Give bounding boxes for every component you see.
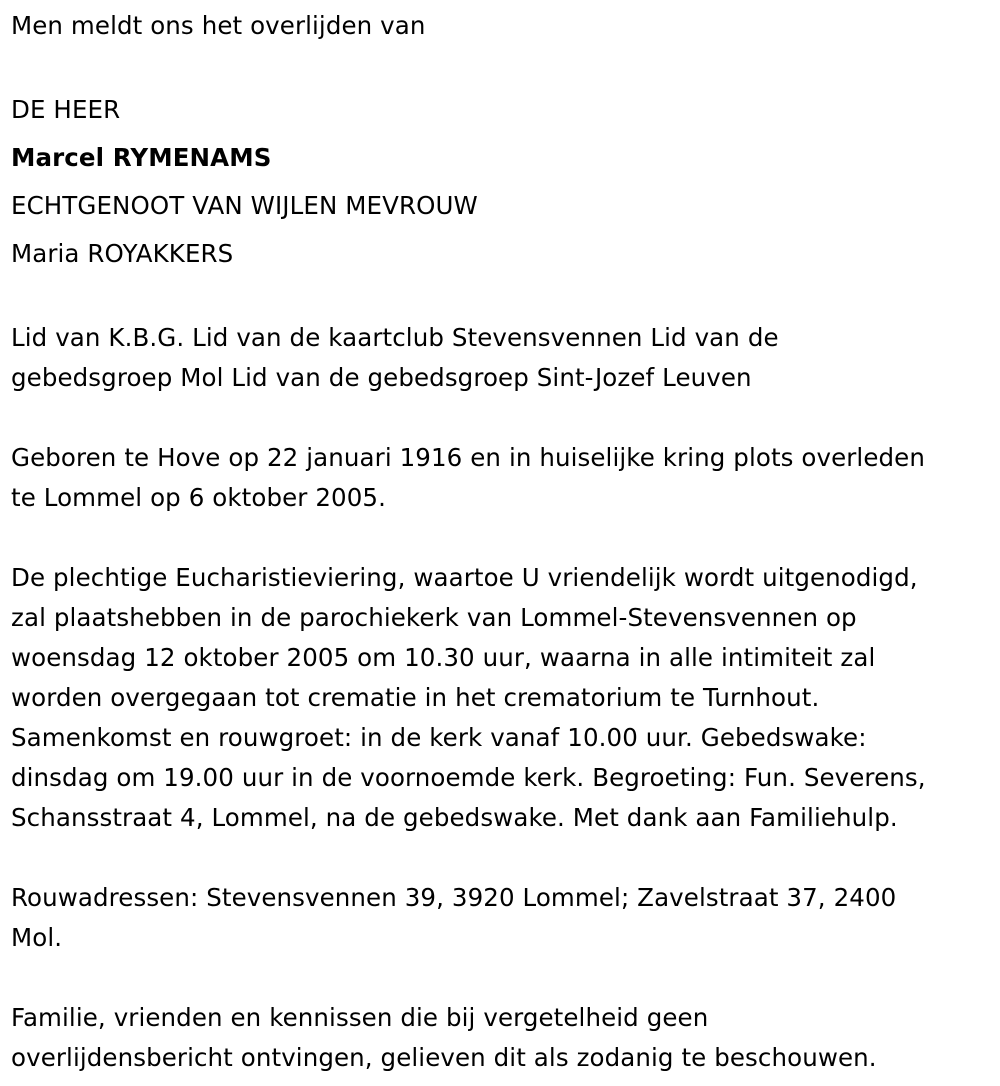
spacer (11, 958, 996, 998)
deceased-header (11, 86, 996, 278)
spacer (11, 278, 996, 318)
paragraph-line: Mol. (11, 923, 63, 952)
paragraph-line: te Lommel op 6 oktober 2005. (11, 483, 386, 512)
paragraph-line: gebedsgroep Mol Lid van de gebedsgroep Sint-Jozef Leuven (11, 363, 752, 392)
relation-line: ECHTGENOOT VAN WIJLEN MEVROUW (11, 191, 478, 220)
paragraph-line: Geboren te Hove op 22 januari 1916 en in huiselijke kring plots overleden (11, 443, 925, 472)
closing-paragraph (11, 998, 996, 1078)
paragraph-line: woensdag 12 oktober 2005 om 10.30 uur, waarna in alle intimiteit zal (11, 643, 876, 672)
spacer (11, 46, 996, 86)
spacer (11, 518, 996, 558)
paragraph-line: dinsdag om 19.00 uur in de voornoemde kerk. Begroeting: Fun. Severens, (11, 763, 926, 792)
deceased-name: Marcel RYMENAMS (11, 143, 272, 172)
paragraph-line: Familie, vrienden en kennissen die bij vergetelheid geen (11, 1003, 709, 1032)
paragraph-line: Lid van K.B.G. Lid van de kaartclub Stevensvennen Lid van de (11, 323, 779, 352)
paragraph-line: overlijdensbericht ontvingen, gelieven dit als zodanig te beschouwen. (11, 1043, 877, 1072)
obituary-document (11, 6, 996, 1078)
addresses-paragraph (11, 878, 996, 958)
paragraph-line: zal plaatshebben in de parochiekerk van Lommel-Stevensvennen op (11, 603, 857, 632)
intro-line: Men meldt ons het overlijden van (11, 11, 426, 40)
spacer (11, 398, 996, 438)
spacer (11, 838, 996, 878)
paragraph-line: De plechtige Eucharistieviering, waartoe U vriendelijk wordt uitgenodigd, (11, 563, 918, 592)
birth-death-paragraph (11, 438, 996, 518)
spouse-name: Maria ROYAKKERS (11, 239, 234, 268)
paragraph-line: Samenkomst en rouwgroet: in de kerk vanaf 10.00 uur. Gebedswake: (11, 723, 867, 752)
memberships-paragraph (11, 318, 996, 398)
paragraph-line: worden overgegaan tot crematie in het crematorium te Turnhout. (11, 683, 820, 712)
title-line: DE HEER (11, 95, 121, 124)
ceremony-paragraph (11, 558, 996, 838)
paragraph-line: Rouwadressen: Stevensvennen 39, 3920 Lommel; Zavelstraat 37, 2400 (11, 883, 897, 912)
paragraph-line: Schansstraat 4, Lommel, na de gebedswake. Met dank aan Familiehulp. (11, 803, 898, 832)
